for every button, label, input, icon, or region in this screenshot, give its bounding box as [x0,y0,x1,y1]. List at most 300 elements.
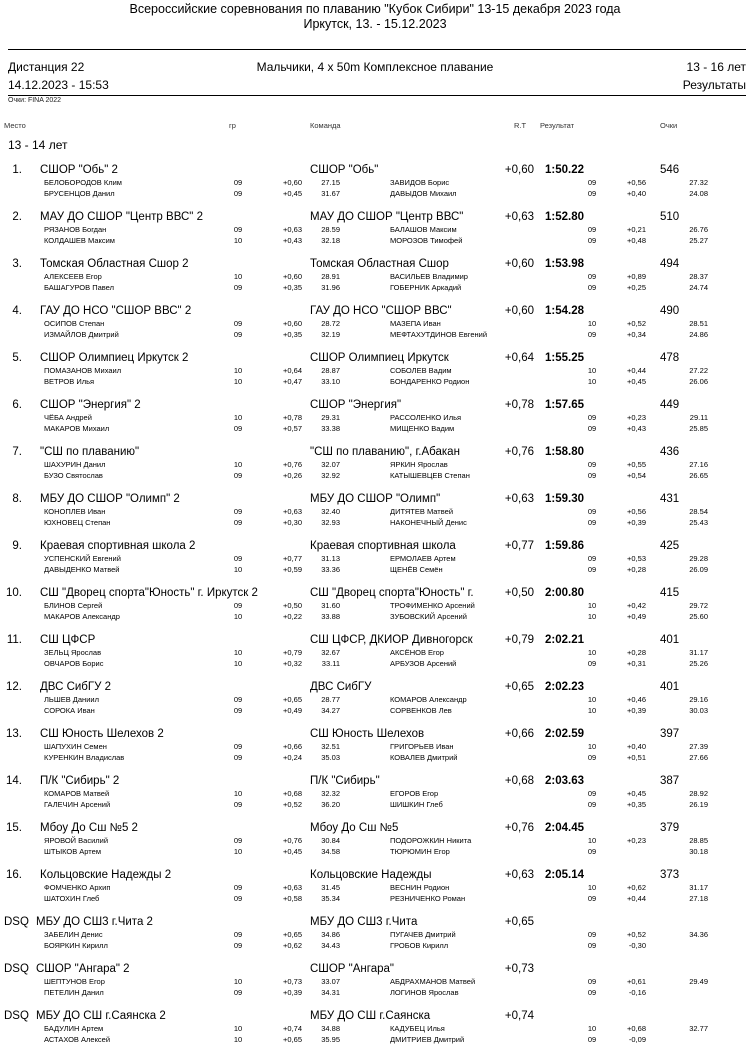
swimmer-year: 10 [233,366,243,375]
swimmer-name: ЩЕНЁВ Семён [390,565,443,574]
swimmer-reaction: +0,40 [627,189,646,198]
team-name: СШ Юность Шелехов [310,728,425,740]
swimmer-year: 09 [233,319,243,328]
swimmer-year: 10 [233,413,243,422]
swimmer-split: 35.34 [321,894,340,903]
swimmer-split: 30.03 [689,706,708,715]
team-name: СШ "Дворец спорта"Юность" г. [310,587,474,599]
swimmer-name: УСПЕНСКИЙ Евгений [44,554,121,563]
swimmer-year: 10 [233,1024,243,1033]
swimmer-name: ПОМАЗАНОВ Михаил [44,366,122,375]
swimmer-split: 32.93 [321,518,340,527]
swimmer-name: ПУГАЧЕВ Дмитрий [390,930,456,939]
swimmer-year: 09 [233,283,243,292]
team-place: 2. [12,211,22,223]
swimmer-reaction: +0,23 [627,836,646,845]
swimmer-split: 34.31 [321,988,340,997]
team-points: 431 [660,493,680,505]
col-result: Результат [540,121,575,130]
team-name: ГАУ ДО НСО "СШОР ВВС" [310,305,452,317]
swimmer-name: ГОБЕРНИК Аркадий [390,283,462,292]
swimmer-split: 31.13 [321,554,340,563]
team-result: 1:53.98 [545,258,585,270]
swimmer-split: 29.31 [321,413,340,422]
swimmer-reaction: +0,49 [627,612,646,621]
team-name: СШОР "Энергия" [310,399,402,411]
swimmer-reaction: +0,35 [283,283,302,292]
team-result: 2:02.21 [545,634,585,646]
swimmer-split: 27.32 [689,178,708,187]
swimmer-year: 09 [587,507,597,516]
team-place: 6. [12,399,22,411]
swimmer-name: КОМАРОВ Матвей [44,789,110,798]
swimmer-name: ВЕТРОВ Илья [44,377,95,386]
swimmer-year: 09 [587,941,597,950]
team-points: 401 [660,634,680,646]
swimmer-year: 10 [233,1035,243,1044]
swimmer-reaction: +0,76 [283,836,302,845]
swimmer-name: БЛИНОВ Сергей [44,601,103,610]
team-name: Томская Областная Сшор [310,258,449,270]
team-name: Кольцовские Надежды [310,869,432,881]
team-name: СШОР "Ангара" [310,963,394,975]
team-points: 387 [660,775,680,787]
col-year: гр [229,121,236,130]
swimmer-year: 09 [587,236,597,245]
swimmer-year: 10 [587,601,597,610]
swimmer-year: 09 [587,189,597,198]
swimmer-name: КОВАЛЕВ Дмитрий [390,753,458,762]
team-relay-name: СШ Юность Шелехов 2 [40,728,164,740]
swimmer-reaction: +0,56 [627,178,646,187]
swimmer-split: 25.27 [689,236,708,245]
swimmer-name: БРУСЕНЦОВ Данил [44,189,115,198]
swimmer-reaction: +0,52 [627,930,646,939]
swimmer-year: 10 [587,742,597,751]
swimmer-reaction: +0,76 [283,460,302,469]
team-result: 2:02.59 [545,728,585,740]
swimmer-name: ЕГОРОВ Егор [390,789,439,798]
swimmer-year: 09 [233,424,243,433]
team-relay-name: СШ "Дворец спорта"Юность" г. Иркутск 2 [40,587,258,599]
swimmer-name: КУРЕНКИН Владислав [44,753,125,762]
swimmer-name: ШАПУХИН Семен [44,742,107,751]
swimmer-name: ЛОГИНОВ Ярослав [390,988,459,997]
swimmer-year: 09 [587,554,597,563]
swimmer-name: БАДУЛИН Артем [44,1024,104,1033]
age-section: 13 - 14 лет [8,138,68,152]
swimmer-name: ДМИТРИЕВ Дмитрий [390,1035,465,1044]
team-reaction: +0,50 [504,587,534,599]
swimmer-reaction: +0,65 [283,1035,302,1044]
col-team: Команда [310,121,341,130]
swimmer-split: 31.17 [689,648,708,657]
swimmer-split: 32.32 [321,789,340,798]
team-name: СШОР Олимпиец Иркутск [310,352,449,364]
top-rule [8,49,746,50]
swimmer-reaction: +0,25 [627,283,646,292]
swimmer-reaction: +0,40 [627,742,646,751]
swimmer-reaction: +0,65 [283,930,302,939]
swimmer-year: 09 [233,225,243,234]
swimmer-name: АЛЕКСЕЕВ Егор [44,272,102,281]
team-reaction: +0,73 [504,963,534,975]
swimmer-split: 26.65 [689,471,708,480]
team-points: 425 [660,540,680,552]
team-name: МБУ ДО СШ г.Саянска [310,1010,431,1022]
swimmer-year: 10 [587,883,597,892]
swimmer-reaction: +0,47 [283,377,302,386]
swimmer-reaction: +0,50 [283,601,302,610]
swimmer-year: 09 [233,894,243,903]
team-points: 490 [660,305,680,317]
swimmer-name: РАССОЛЕНКО Илья [390,413,462,422]
swimmer-split: 34.58 [321,847,340,856]
swimmer-reaction: +0,52 [283,800,302,809]
competition-subtitle: Иркутск, 13. - 15.12.2023 [303,17,447,31]
team-result: 1:57.65 [545,399,585,411]
swimmer-split: 30.18 [689,847,708,856]
swimmer-year: 09 [587,272,597,281]
swimmer-name: ВАСИЛЬЕВ Владимир [390,272,468,281]
swimmer-name: БАЛАШОВ Максим [390,225,457,234]
swimmer-year: 09 [587,977,597,986]
swimmer-split: 34.86 [321,930,340,939]
swimmer-split: 34.88 [321,1024,340,1033]
swimmer-reaction: +0,49 [283,706,302,715]
team-place: DSQ [4,1010,29,1022]
swimmer-split: 32.18 [321,236,340,245]
swimmer-year: 10 [587,1024,597,1033]
swimmer-reaction: +0,63 [283,507,302,516]
swimmer-name: ЧЁБА Андрей [44,413,92,422]
team-relay-name: "СШ по плаванию" [40,446,140,458]
swimmer-split: 25.60 [689,612,708,621]
team-place: 7. [12,446,22,458]
swimmer-reaction: +0,64 [283,366,302,375]
team-relay-name: МБУ ДО СШОР "Олимп" 2 [40,493,180,505]
team-relay-name: Томская Областная Сшор 2 [40,258,189,270]
swimmer-name: БУЗО Святослав [44,471,103,480]
swimmer-year: 10 [587,377,597,386]
team-result: 1:59.86 [545,540,585,552]
swimmer-name: СОРОКА Иван [44,706,95,715]
points-note: Очки: FINA 2022 [8,97,62,104]
team-place: 11. [6,634,22,646]
swimmer-year: 09 [587,460,597,469]
swimmer-split: 26.09 [689,565,708,574]
team-relay-name: СШОР Олимпиец Иркутск 2 [40,352,189,364]
swimmer-year: 09 [587,753,597,762]
swimmer-year: 10 [587,612,597,621]
swimmer-split: 32.77 [689,1024,708,1033]
swimmer-split: 24.74 [689,283,708,292]
swimmer-year: 10 [587,836,597,845]
swimmer-reaction: -0,30 [628,941,646,950]
swimmer-reaction: +0,60 [283,178,302,187]
swimmer-name: ДИТЯТЕВ Матвей [390,507,454,516]
swimmer-reaction: +0,35 [283,330,302,339]
team-result: 1:55.25 [545,352,585,364]
swimmer-name: БЕЛОБОРОДОВ Клим [44,178,122,187]
swimmer-name: ПОДОРОЖКИН Никита [390,836,472,845]
team-place: 10. [6,587,22,599]
swimmer-reaction: +0,32 [283,659,302,668]
swimmer-name: БАШАГУРОВ Павел [44,283,114,292]
swimmer-name: БОЯРКИН Кирилл [44,941,108,950]
swimmer-reaction: +0,44 [627,366,646,375]
swimmer-year: 09 [587,330,597,339]
swimmer-split: 33.36 [321,565,340,574]
swimmer-year: 09 [587,565,597,574]
swimmer-name: КОМАРОВ Александр [390,695,467,704]
swimmer-split: 25.43 [689,518,708,527]
team-result: 1:52.80 [545,211,585,223]
swimmer-split: 28.92 [689,789,708,798]
swimmer-split: 26.06 [689,377,708,386]
swimmer-name: РЕЗНИЧЕНКО Роман [390,894,466,903]
swimmer-year: 09 [233,471,243,480]
swimmer-reaction: +0,74 [283,1024,302,1033]
team-points: 478 [660,352,680,364]
swimmer-reaction: +0,43 [283,236,302,245]
swimmer-year: 10 [233,648,243,657]
swimmer-reaction: +0,26 [283,471,302,480]
team-points: 449 [660,399,680,411]
team-reaction: +0,64 [504,352,534,364]
swimmer-name: КАДУБЕЦ Илья [390,1024,445,1033]
team-place: 14. [6,775,22,787]
team-relay-name: Краевая спортивная школа 2 [40,540,196,552]
mid-rule [8,95,746,96]
swimmer-split: 32.07 [321,460,340,469]
swimmer-year: 10 [587,695,597,704]
swimmer-reaction: +0,60 [283,319,302,328]
team-place: 5. [12,352,22,364]
swimmer-year: 10 [233,612,243,621]
team-relay-name: СШОР "Энергия" 2 [40,399,141,411]
team-result: 2:03.63 [545,775,585,787]
swimmer-year: 09 [233,836,243,845]
swimmer-year: 09 [233,988,243,997]
swimmer-split: 28.77 [321,695,340,704]
swimmer-split: 30.84 [321,836,340,845]
swimmer-reaction: +0,24 [283,753,302,762]
swimmer-reaction: +0,73 [283,977,302,986]
swimmer-year: 09 [587,1035,597,1044]
swimmer-split: 35.95 [321,1035,340,1044]
swimmer-year: 09 [587,283,597,292]
swimmer-name: ТЮРЮМИН Егор [390,847,450,856]
swimmer-year: 09 [233,189,243,198]
team-name: "СШ по плаванию", г.Абакан [310,446,460,458]
swimmer-year: 09 [233,930,243,939]
swimmer-name: КОЛДАШЕВ Максим [44,236,115,245]
team-points: 415 [660,587,680,599]
swimmer-reaction: +0,62 [283,941,302,950]
swimmer-reaction: +0,48 [627,236,646,245]
team-reaction: +0,60 [504,258,534,270]
swimmer-reaction: +0,44 [627,894,646,903]
swimmer-name: ШАТОХИН Глеб [44,894,100,903]
swimmer-reaction: +0,39 [283,988,302,997]
swimmer-year: 10 [587,706,597,715]
swimmer-reaction: +0,54 [627,471,646,480]
team-reaction: +0,74 [504,1010,534,1022]
swimmer-split: 26.19 [689,800,708,809]
swimmer-name: ЗЕЛЬЦ Ярослав [44,648,102,657]
swimmer-split: 25.26 [689,659,708,668]
col-rt: R.T [514,121,527,130]
team-reaction: +0,60 [504,305,534,317]
swimmer-reaction: +0,61 [627,977,646,986]
team-points: 397 [660,728,680,740]
swimmer-split: 24.08 [689,189,708,198]
swimmer-reaction: +0,31 [627,659,646,668]
swimmer-name: ЯРОВОЙ Василий [44,836,109,845]
swimmer-year: 09 [587,424,597,433]
swimmer-split: 32.67 [321,648,340,657]
swimmer-year: 09 [233,330,243,339]
team-points: 546 [660,164,680,176]
team-reaction: +0,65 [504,916,534,928]
swimmer-reaction: +0,28 [627,648,646,657]
swimmer-reaction: +0,42 [627,601,646,610]
team-relay-name: СШ ЦФСР [40,634,96,646]
swimmer-split: 33.88 [321,612,340,621]
swimmer-split: 26.76 [689,225,708,234]
event-name: Мальчики, 4 x 50m Комплексное плавание [256,60,494,74]
swimmer-split: 31.67 [321,189,340,198]
swimmer-reaction: +0,62 [627,883,646,892]
swimmer-reaction: +0,45 [283,189,302,198]
team-result: 1:54.28 [545,305,585,317]
swimmer-name: ШАХУРИН Данил [44,460,106,469]
swimmer-split: 29.11 [689,413,708,422]
swimmer-reaction: +0,45 [283,847,302,856]
swimmer-reaction: -0,09 [628,1035,646,1044]
team-relay-name: ГАУ ДО НСО "СШОР ВВС" 2 [40,305,192,317]
team-name: МБУ ДО СШ3 г.Чита [310,916,418,928]
swimmer-reaction: +0,45 [627,789,646,798]
swimmer-reaction: +0,77 [283,554,302,563]
team-name: СШОР "Обь" [310,164,379,176]
swimmer-split: 33.11 [321,659,340,668]
swimmer-reaction: +0,63 [283,225,302,234]
swimmer-split: 29.16 [689,695,708,704]
swimmer-year: 09 [233,518,243,527]
swimmer-split: 28.91 [321,272,340,281]
swimmer-year: 09 [587,930,597,939]
team-place: 1. [12,164,22,176]
team-relay-name: Мбоу До Сш №5 2 [40,822,138,834]
event-results-label: Результаты [682,78,746,92]
swimmer-name: ЕРМОЛАЕВ Артем [390,554,456,563]
swimmer-name: МАКАРОВ Александр [44,612,120,621]
team-name: П/К "Сибирь" [310,775,380,787]
team-relay-name: П/К "Сибирь" 2 [40,775,120,787]
team-place: 13. [6,728,22,740]
team-points: 401 [660,681,680,693]
swimmer-year: 09 [233,507,243,516]
team-reaction: +0,79 [504,634,534,646]
team-name: Мбоу До Сш №5 [310,822,399,834]
swimmer-name: ДАВЫДЕНКО Матвей [44,565,120,574]
swimmer-year: 09 [587,894,597,903]
swimmer-name: ТРОФИМЕНКО Арсений [390,601,475,610]
swimmer-year: 09 [233,554,243,563]
swimmer-reaction: +0,39 [627,518,646,527]
competition-title: Всероссийские соревнования по плаванию "Кубок Сибири" 13-15 декабря 2023 года [129,2,621,16]
swimmer-name: АСТАХОВ Алексей [44,1035,111,1044]
swimmer-name: КАТЫШЕВЦЕВ Степан [390,471,470,480]
swimmer-year: 09 [233,742,243,751]
swimmer-year: 09 [587,800,597,809]
swimmer-reaction: +0,57 [283,424,302,433]
col-place: Место [4,121,26,130]
swimmer-reaction: +0,68 [627,1024,646,1033]
swimmer-year: 10 [587,366,597,375]
swimmer-name: МОРОЗОВ Тимофей [390,236,463,245]
swimmer-year: 10 [233,659,243,668]
swimmer-year: 10 [587,319,597,328]
swimmer-reaction: +0,63 [283,883,302,892]
swimmer-split: 27.39 [689,742,708,751]
swimmer-split: 32.51 [321,742,340,751]
swimmer-year: 10 [233,236,243,245]
team-relay-name: ДВС СибГУ 2 [40,681,112,693]
swimmer-reaction: +0,59 [283,565,302,574]
swimmer-year: 09 [587,413,597,422]
team-relay-name: СШОР "Ангара" 2 [36,963,130,975]
team-reaction: +0,76 [504,822,534,834]
swimmer-split: 28.85 [689,836,708,845]
swimmer-name: ГРОБОВ Кирилл [390,941,449,950]
swimmer-split: 36.20 [321,800,340,809]
team-place: 15. [6,822,22,834]
swimmer-year: 09 [587,988,597,997]
swimmer-year: 10 [233,272,243,281]
team-result: 1:59.30 [545,493,585,505]
swimmer-reaction: +0,43 [627,424,646,433]
swimmer-name: ЗУБОВСКИЙ Арсений [390,612,467,621]
swimmer-name: ГАЛЕЧИН Арсений [44,800,111,809]
swimmer-name: МЕФТАХУТДИНОВ Евгений [390,330,488,339]
swimmer-year: 09 [587,225,597,234]
swimmer-name: АРБУЗОВ Арсений [390,659,457,668]
team-points: 379 [660,822,680,834]
swimmer-year: 09 [233,753,243,762]
team-points: 373 [660,869,680,881]
team-points: 510 [660,211,680,223]
team-reaction: +0,66 [504,728,534,740]
swimmer-split: 33.10 [321,377,340,386]
swimmer-year: 09 [233,706,243,715]
team-reaction: +0,63 [504,211,534,223]
swimmer-year: 09 [587,178,597,187]
swimmer-year: 10 [587,648,597,657]
team-place: DSQ [4,916,29,928]
swimmer-split: 32.92 [321,471,340,480]
swimmer-reaction: +0,65 [283,695,302,704]
swimmer-name: ШИШКИН Глеб [390,800,443,809]
team-place: 12. [6,681,22,693]
team-name: СШ ЦФСР, ДКИОР Дивногорск [310,634,473,646]
swimmer-name: ОВЧАРОВ Борис [44,659,104,668]
swimmer-reaction: +0,21 [627,225,646,234]
swimmer-split: 32.40 [321,507,340,516]
swimmer-year: 09 [233,178,243,187]
